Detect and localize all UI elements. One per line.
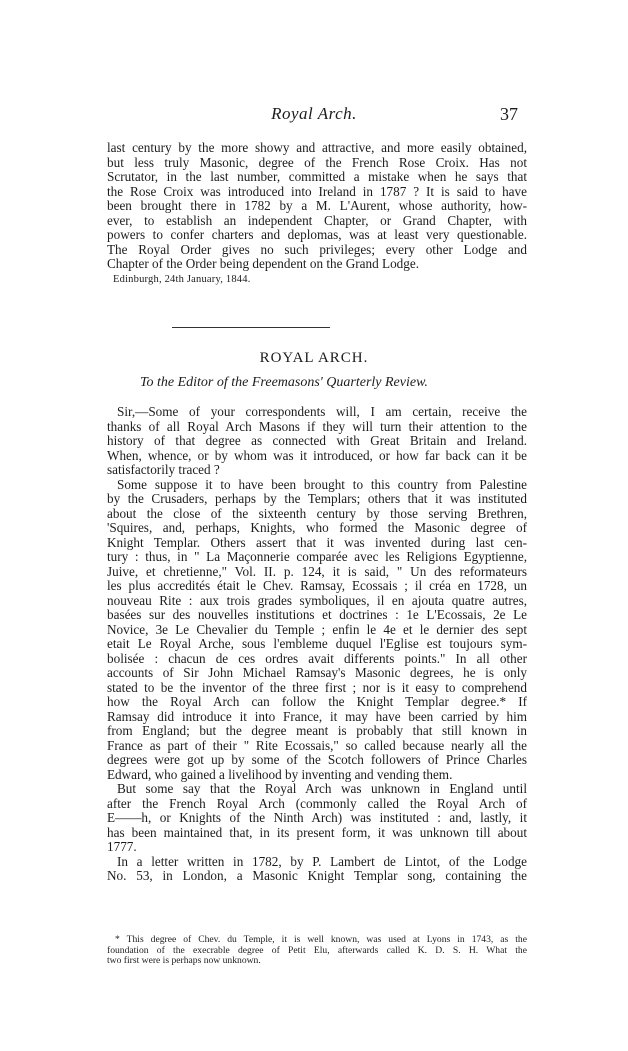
text-line: from England; but the degree meant is probably that still known in	[107, 723, 527, 738]
text-line: nouveau Rite : aux trois grades symboliques, il en ajouta quatre autres,	[107, 592, 527, 608]
text-line: but less truly Masonic, degree of the French Rose Croix. Has not	[107, 154, 527, 170]
text-line: bolisée : chacun de ces ordres avait differents points." In all other	[107, 650, 527, 666]
text-line: Juive, et chretienne," Vol. II. p. 124, it is said, " Un des reformateurs	[107, 563, 527, 579]
text-line: Some suppose it to have been brought to this country from Palestine	[117, 476, 527, 492]
text-line: The Royal Order gives no such privileges; every other Lodge and	[107, 241, 527, 257]
text-line: Sir,—Some of your correspondents will, I am certain, receive the	[117, 404, 527, 419]
text-line: etait Le Royal Arche, sous l'embleme duquel l'Eglise est toujours sym-	[107, 636, 527, 651]
footnote-line: two first were is perhaps now unknown.	[107, 955, 261, 967]
text-line: accounts of Sir John Michael Ramsay's Masonic degrees, he is only	[107, 665, 527, 680]
dateline: Edinburgh, 24th January, 1844.	[113, 273, 251, 285]
text-line: les plus accredités était le Chev. Ramsay, Ecossais ; il créa en 1728, un	[107, 578, 527, 593]
article-body	[107, 405, 527, 884]
page-number: 37	[500, 104, 518, 124]
text-line: how the Royal Arch can follow the Knight Templar degree.* If	[107, 694, 527, 709]
text-line: France as part of their " Rite Ecossais," so called because nearly all the	[107, 737, 527, 753]
text-line: Novice, 3e Le Chevalier du Temple ; enfin le 4e et le dernier des sept	[107, 621, 527, 637]
text-line: Scrutator, in the last number, committed a mistake when he says that	[107, 169, 527, 184]
text-line: ever, to establish an independent Chapter, or Grand Chapter, with	[107, 212, 527, 228]
text-line: When, whence, or by whom was it introduced, or how far back can it be	[107, 447, 527, 463]
article-title: ROYAL ARCH.	[259, 350, 369, 366]
running-title: Royal Arch.	[271, 104, 357, 123]
text-line: In a letter written in 1782, by P. Lambert de Lintot, of the Lodge	[117, 853, 527, 869]
text-line: the Rose Croix was introduced into Ireland in 1787 ? It is said to have	[107, 183, 527, 199]
text-line: E——h, or Knights of the Ninth Arch) was instituted : and, lastly, it	[107, 810, 527, 825]
article-subtitle: To the Editor of the Freemasons' Quarterly Review.	[140, 375, 428, 390]
footnote-line: * This degree of Chev. du Temple, it is well known, was used at Lyons in 1743, as the	[115, 934, 527, 945]
text-line: 1777.	[107, 839, 137, 854]
text-line: last century by the more showy and attractive, and more easily obtained,	[107, 140, 527, 155]
text-line: history of that degree as connected with Great Britain and Ireland.	[107, 433, 527, 448]
text-line: tury : thus, in " La Maçonnerie comparée avec les Religions Egyptienne,	[107, 549, 527, 564]
text-line: after the French Royal Arch (commonly called the Royal Arch of	[107, 795, 527, 811]
text-line: stated to be the inventor of the three first ; nor is it easy to comprehend	[107, 679, 527, 695]
footnote-line: foundation of the execrable degree of Petit Elu, afterwards called K. D. S. H. What the	[107, 944, 527, 956]
text-line: Knight Templar. Others assert that it was invented during last cen-	[107, 534, 527, 550]
text-line: thanks of all Royal Arch Masons if they will turn their attention to the	[107, 418, 527, 434]
section-divider	[172, 327, 330, 328]
text-line: degrees were got up by some of the Scotch followers of Prince Charles	[107, 752, 527, 767]
text-line: basées sur des nouvelles institutions et doctrines : 1e L'Ecossais, 2e Le	[107, 607, 527, 622]
text-line: Edward, who gained a livelihood by inventing and vending them.	[107, 766, 453, 782]
text-line: has been maintained that, in its present form, it was unknown till about	[107, 824, 527, 840]
text-line: been brought there in 1782 by a M. L'Aurent, whose authority, how-	[107, 198, 527, 213]
text-line: powers to confer charters and deplomas, was at least very questionable.	[107, 227, 527, 242]
text-line: satisfactorily traced ?	[107, 462, 220, 477]
text-line: Chapter of the Order being dependent on the Grand Lodge.	[107, 256, 419, 271]
text-line: by the Crusaders, perhaps by the Templars; others that it was instituted	[107, 491, 527, 506]
footnote	[107, 935, 527, 967]
text-line: Ramsay did introduce it into France, it may have been carried by him	[107, 708, 527, 724]
text-line: No. 53, in London, a Masonic Knight Templar song, containing the	[107, 868, 527, 883]
text-line: about the close of the sixteenth century by those serving Brethren,	[107, 505, 527, 521]
text-line: 'Squires, and, perhaps, Knights, who formed the Masonic degree of	[107, 520, 527, 535]
text-line: But some say that the Royal Arch was unknown in England until	[117, 781, 527, 796]
running-head	[0, 104, 628, 128]
continuation-text	[107, 141, 527, 285]
